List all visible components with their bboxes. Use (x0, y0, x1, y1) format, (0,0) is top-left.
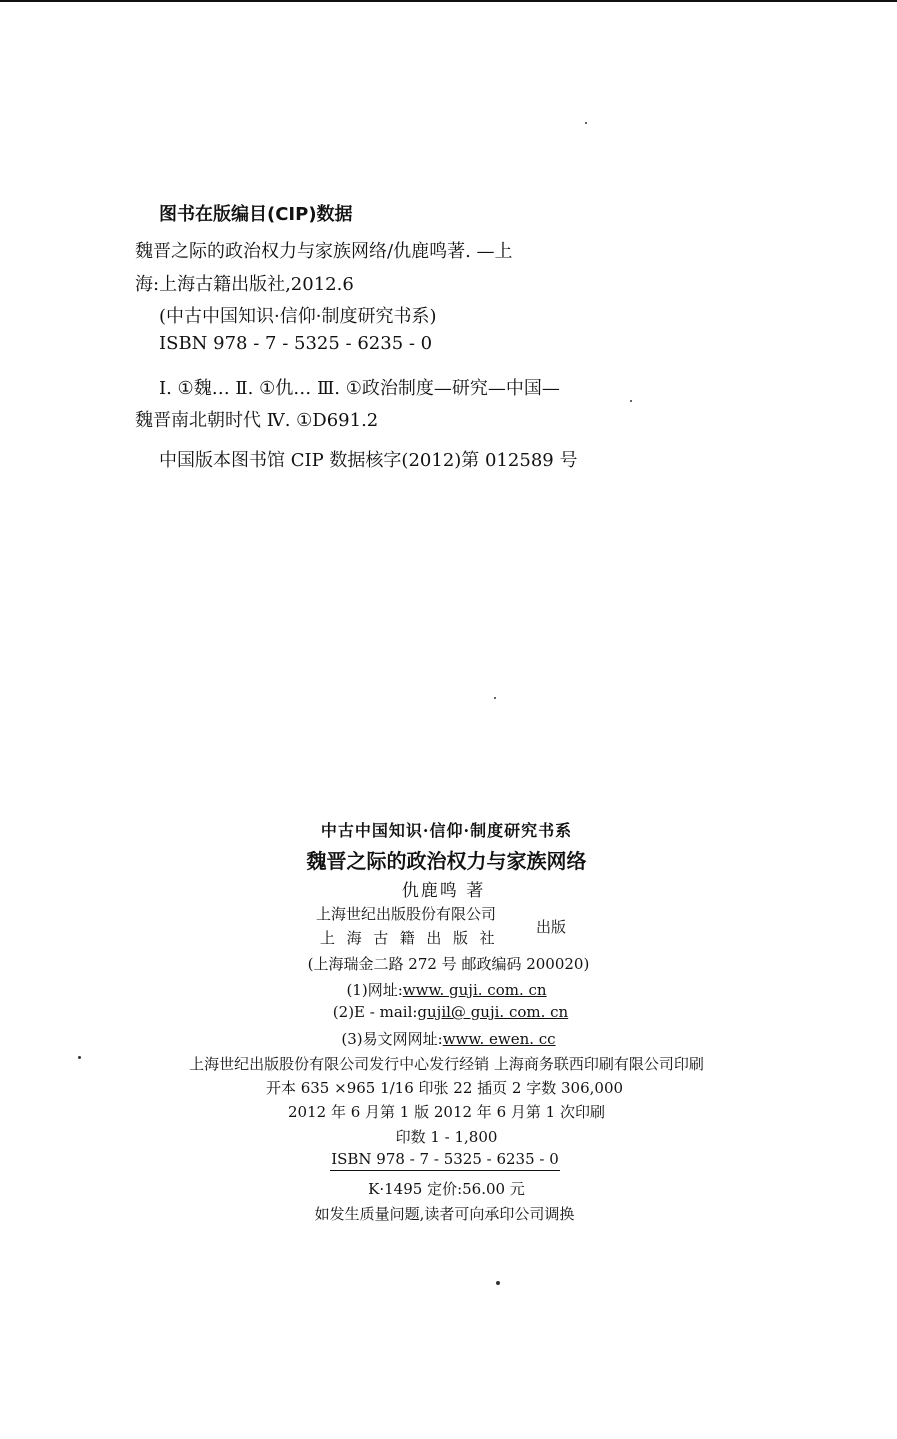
cip-classification-line-2: 魏晋南北朝时代 Ⅳ. ①D691.2 (135, 410, 379, 431)
cip-series-line: (中古中国知识·信仰·制度研究书系) (159, 306, 437, 327)
website-link[interactable]: www. guji. com. cn (402, 981, 547, 999)
cip-title-line: 魏晋之际的政治权力与家族网络/仇鹿鸣著. —上 (135, 241, 513, 262)
published-label: 出版 (536, 918, 567, 936)
email-label: (2)E - mail: (332, 1003, 418, 1021)
colophon-notice: 如发生质量问题,读者可向承印公司调换 (314, 1205, 575, 1223)
colophon-print-run: 印数 1 - 1,800 (395, 1128, 498, 1146)
cip-record-number: 中国版本图书馆 CIP 数据核字(2012)第 012589 号 (159, 450, 578, 471)
publisher-name-1: 上海世纪出版股份有限公司 (316, 905, 497, 923)
ewen-link[interactable]: www. ewen. cc (442, 1030, 556, 1048)
scan-speck (585, 122, 587, 124)
scan-speck (494, 697, 496, 699)
colophon-edition: 2012 年 6 月第 1 版 2012 年 6 月第 1 次印刷 (288, 1103, 605, 1121)
colophon-series: 中古中国知识·信仰·制度研究书系 (320, 821, 573, 840)
colophon-price: K·1495 定价:56.00 元 (368, 1180, 525, 1198)
colophon-email (2, 1003, 897, 1021)
colophon-distribution: 上海世纪出版股份有限公司发行中心发行经销 上海商务联西印刷有限公司印刷 (189, 1055, 704, 1073)
cip-heading: 图书在版编目(CIP)数据 (159, 204, 353, 225)
colophon-author: 仇鹿鸣 著 (401, 881, 486, 901)
cip-isbn-line: ISBN 978 - 7 - 5325 - 6235 - 0 (159, 333, 433, 354)
top-border-rule (0, 0, 897, 2)
email-link[interactable]: gujil@ guji. com. cn (417, 1003, 569, 1021)
cip-classification-line: Ⅰ. ①魏… Ⅱ. ①仇… Ⅲ. ①政治制度—研究—中国— (159, 378, 560, 399)
colophon-isbn: ISBN 978 - 7 - 5325 - 6235 - 0 (330, 1150, 560, 1171)
cip-publisher-line: 海:上海古籍出版社,2012.6 (135, 274, 354, 295)
scan-speck (78, 1056, 81, 1059)
colophon-publishers (316, 903, 616, 947)
colophon-address: (上海瑞金二路 272 号 邮政编码 200020) (307, 955, 590, 973)
ewen-label: (3)易文网网址: (341, 1030, 443, 1048)
colophon-website (0, 979, 895, 1000)
website-label: (1)网址: (346, 981, 403, 999)
scan-speck (630, 400, 632, 402)
colophon-ewen (0, 1028, 897, 1049)
scan-speck (496, 1281, 500, 1285)
colophon-format: 开本 635 ×965 1/16 印张 22 插页 2 字数 306,000 (265, 1079, 624, 1097)
colophon-book-title: 魏晋之际的政治权力与家族网络 (306, 849, 587, 873)
publisher-name-2: 上海古籍出版社 (320, 929, 507, 947)
